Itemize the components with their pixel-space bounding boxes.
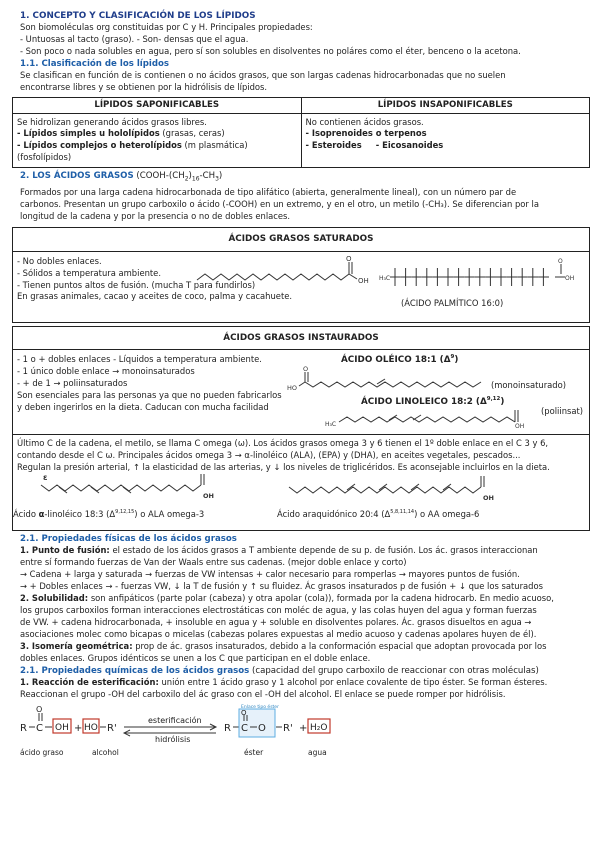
text-line: Reaccionan el grupo -OH del carboxilo del ác graso con el -OH del alcohol. El enlace se puede romper por hidrólisis. [20, 688, 506, 699]
text-line: dobles enlaces. Grupos idénticos se unen a los C que participan en el doble enlace. [20, 652, 371, 663]
text-line: Son biomoléculas org constituidas por C y H. Principales propiedades: [20, 22, 313, 33]
label-agua: agua [308, 747, 327, 757]
ester-bond-label: Enlace tipo éster [241, 704, 279, 710]
arrow-label-hidrolisis: hidrólisis [155, 734, 191, 744]
text-line: y deben ingerirlos en la dieta. Caducan con mucha facilidad [17, 401, 269, 412]
text-line: contando desde el C ω. Principales ácidos omega 3 → α-linoléico (ALA), (EPA) y (DHA), en aceites vegetales, pescados... [17, 450, 521, 461]
atom-r: R [20, 722, 27, 734]
table-header-insaponificables: LÍPIDOS INSAPONIFICABLES [301, 98, 590, 112]
cell-line-bold: - Lípidos simples u hololípidos [17, 128, 160, 139]
text-line: En grasas animales, cacao y aceites de coco, palma y cacahuete. [17, 291, 293, 302]
cell-line: Se hidrolizan generando ácidos grasos libres. [17, 116, 207, 127]
subsection-title-note: (capacidad del grupo carboxilo de reaccionar con otras moléculas) [249, 665, 539, 676]
text-line: Formados por una larga cadena hidrocarbonada de tipo alifático (abierta, generalmente lineal), con un número par de [20, 187, 517, 198]
oleic-title: ÁCIDO OLÉICO 18:1 $(\Delta^9)$ [341, 354, 459, 366]
property-label: 1. Punto de fusión: [20, 545, 110, 556]
box-title-saturados: ÁCIDOS GRASOS SATURADOS [13, 228, 589, 251]
subsection-title-clasificacion: 1.1. Clasificación de los lípidos [20, 59, 169, 70]
cell-line-bold: - Lípidos complejos o heterolípidos [17, 140, 182, 151]
lipid-classification-table [12, 97, 590, 168]
text-line: entre sí formando fuerzas de Van der Waals entre sus cadenas. (mejor doble enlace y corto) [20, 557, 407, 568]
atom-label-h3c: H₃C [325, 421, 337, 429]
aa-skeletal-structure [285, 473, 515, 505]
text-line: prop de ác. grasos insaturados, debido a la conformación espacial que adoptan provocada por los [132, 640, 547, 651]
text-line: Son esenciales para las personas ya que no pueden fabricarlos [17, 389, 282, 400]
atom-c: C [241, 722, 248, 734]
text-line: → + Dobles enlaces → - fuerzas VW, ↓ la T de fusión y ↑ su fluidez. Ác grasos insaturados p de fusión + ↓ que los saturados [20, 581, 543, 592]
formula: $(COOH-(CH_2)_{16}-CH_3)$ [133, 171, 223, 183]
atom-label-oh: OH [483, 494, 494, 503]
table-header-saponificables: LÍPIDOS SAPONIFICABLES [94, 100, 220, 111]
atom-label-o: O [303, 365, 309, 374]
atom-rprime: R' [283, 722, 293, 734]
group-ho: HO [84, 722, 98, 733]
text-line: longitud de la cadena y por la presencia o no de dobles enlaces. [20, 211, 291, 222]
aa-caption: Ácido araquidónico 20:4 $(\Delta^{5,8,11,14})$ o AA omega-6 [277, 509, 480, 520]
atom-label-h3c: H₃C [379, 274, 391, 282]
atom-label-o: O [558, 257, 563, 265]
cell-line: No contienen ácidos grasos. [305, 116, 424, 127]
box-title-insaturados: ÁCIDOS GRASOS INSTAURADOS [13, 327, 589, 350]
subsection-title-quimicas: 2.1. Propiedades químicas de los ácidos grasos [20, 665, 250, 676]
atom-rprime: R' [107, 722, 117, 734]
text-line: - + de 1 → poliinsaturados [17, 378, 128, 388]
label-ester: éster [244, 747, 264, 757]
atom-o: O [258, 722, 266, 734]
arrow-label-esterificacion: esterificación [148, 715, 202, 725]
linoleic-tag: (poliinsat) [541, 406, 584, 417]
plus-sign: + [74, 722, 83, 734]
text-line: los grupos carboxilos forman interacciones electrostáticas con moléc de agua, y las colas huyen del agua y forman fuerzas [20, 604, 537, 615]
ala-skeletal-structure [23, 471, 243, 505]
property-label: 1. Reacción de esterificación: [20, 676, 159, 687]
oleic-skeletal-structure [285, 364, 495, 394]
palmitic-skeletal-structure [195, 254, 375, 288]
atom-o: O [241, 708, 247, 717]
text-line: - Son poco o nada solubles en agua, pero sí son solubles en disolventes no poláres como el éter, benceno o la acetona. [20, 46, 521, 57]
atom-label-ho: HO [287, 384, 298, 393]
atom-o: O [36, 704, 43, 714]
text-line: - Tienen puntos altos de fusión. (mucha T para fundirlos) [17, 279, 256, 290]
text-line: son anfipáticos (parte polar (cabeza) y otra apolar (cola)), formada por la cadena hidrocarb. En medio acuoso, [88, 593, 554, 604]
text-line: carbonos. Presentan un grupo carboxilo o ácido (-COOH) en un extremo, y en el otro, un metilo (-CH₃). Se diferencian por la [20, 199, 539, 210]
linoleic-title: ÁCIDO LINOLEICO 18:2 $(\Delta^{9,12})$ [361, 396, 505, 408]
text-line: asociaciones molec como bicapas o micelas (cabezas polares expuestas al medio acuoso y cadenas apolares huyen de él). [20, 628, 537, 639]
atom-label-oh: OH [565, 274, 575, 282]
atom-r: R [224, 722, 231, 734]
text-line: - Untuosas al tacto (graso). - Son- densas que el agua. [20, 34, 249, 45]
property-label: 2. Solubilidad: [20, 593, 89, 604]
unsaturated-fatty-acids-box [12, 326, 590, 531]
table-cell-saponificables [13, 114, 301, 168]
palmitic-expanded-structure [379, 256, 579, 300]
property-label: 3. Isomería geométrica: [20, 640, 133, 651]
text-line: el estado de los ácidos grasos a T ambiente depende de su p. de fusión. Los ác. grasos interaccionan [109, 545, 538, 556]
saturated-fatty-acids-box [12, 227, 590, 322]
label-alcohol: alcohol [92, 747, 119, 757]
text-line: encontrarse libres y se obtienen por la hidrólisis de lípidos. [20, 82, 268, 93]
linoleic-skeletal-structure [325, 406, 535, 430]
table-cell-insaponificables [301, 114, 590, 168]
atom-label-oh: OH [358, 276, 369, 285]
section-title-acidos-grasos: 2. LOS ÁCIDOS GRASOS [20, 171, 134, 182]
text-line: de VW. + cadena hidrocarbonada, + insoluble en agua y + soluble en disolventes polares. Ác. grasos disueltos en agua → [20, 616, 532, 627]
oleic-tag: (monoinsaturado) [491, 380, 566, 391]
atom-label-o: O [346, 254, 352, 263]
text-line: → Cadena + larga y saturada → fuerzas de VW intensas + calor necesario para romperlas → mayores puntos de fusión. [20, 569, 520, 580]
ala-caption: Ácido α-linoléico 18:3 $(\Delta^{9,12,15})$ o ALA omega-3 [13, 509, 205, 520]
text-line: - 1 único doble enlace → monoinsaturados [17, 366, 195, 377]
section-title-lipidos: 1. CONCEPTO Y CLASIFICACIÓN DE LOS LÍPIDOS [20, 11, 256, 21]
palmitic-caption: (ÁCIDO PALMÍTICO 16:0) [401, 297, 504, 308]
text-line: Regulan la presión arterial, ↑ la elasticidad de las arterias, y ↓ los niveles de triglicéridos. Es aconsejable incluirlos en la dieta. [17, 462, 550, 472]
text-line: Último C de la cadena, el metilo, se llama C omega (ω). Los ácidos grasos omega 3 y 6 tienen el 1º doble enlace en el C 3 y 6, [17, 438, 549, 449]
cell-line: (grasas, ceras) [159, 128, 225, 139]
atom-c: C [36, 722, 43, 734]
text-line: - 1 o + dobles enlaces - Líquidos a temperatura ambiente. [17, 354, 262, 365]
cell-line: (m plasmática)(fosfolípidos) [17, 140, 248, 163]
text-line: - Sólidos a temperatura ambiente. [17, 267, 161, 278]
label-acido-graso: ácido graso [20, 747, 64, 757]
omega-label: ε [43, 473, 48, 483]
esterification-reaction [20, 703, 350, 759]
text-line: unión entre 1 ácido graso y 1 alcohol por enlace covalente de tipo éster. Se forman ésteres. [158, 676, 548, 687]
plus-sign: + [299, 722, 308, 734]
atom-label-oh: OH [203, 492, 214, 501]
text-line: - No dobles enlaces. [17, 255, 102, 266]
text-line: Se clasifican en función de is contienen o no ácidos grasos, que son largas cadenas hidrocarbonadas que no suelen [20, 70, 506, 81]
cell-line-bold: - Esteroides [305, 140, 362, 151]
group-oh: OH [55, 722, 69, 733]
cell-line-bold: - Isoprenoides o terpenos [305, 128, 427, 139]
subsection-title-fisicas: 2.1. Propiedades físicas de los ácidos grasos [20, 534, 237, 545]
atom-label-oh: OH [515, 423, 525, 431]
water: H₂O [310, 722, 328, 733]
cell-line-bold: - Eicosanoides [375, 140, 444, 151]
